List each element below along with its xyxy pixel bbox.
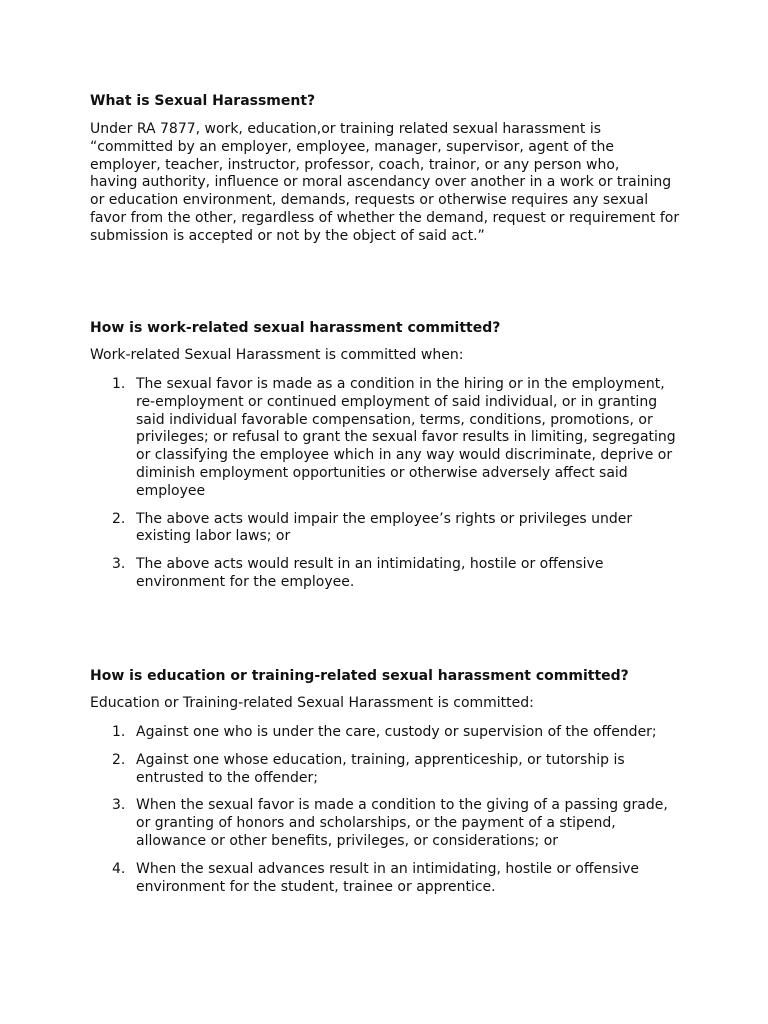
list-item-line: The above acts would result in an intimidating, hostile or offensive	[136, 556, 604, 573]
list-item-number: 4.	[112, 860, 126, 877]
section-definition-paragraph	[90, 121, 690, 246]
list-item-number: 2.	[112, 510, 126, 527]
list-item-line: or granting of honors and scholarships, or the payment of a stipend,	[136, 815, 616, 832]
paragraph-line: “committed by an employer, employee, manager, supervisor, agent of the	[90, 138, 615, 155]
paragraph-line: having authority, influence or moral ascendancy over another in a work or training	[90, 174, 672, 191]
paragraph-line: Under RA 7877, work, education,or training related sexual harassment is	[90, 121, 602, 137]
list-item-line: Against one whose education, training, apprenticeship, or tutorship is	[136, 751, 625, 768]
list-item-line: employee	[136, 482, 206, 499]
section-intro-work-related: Work-related Sexual Harassment is committed when:	[90, 347, 464, 363]
list-item	[90, 511, 676, 547]
list-item-line: existing labor laws; or	[136, 528, 291, 545]
list-item	[90, 724, 668, 742]
list-item-line: Against one who is under the care, custody or supervision of the offender;	[136, 724, 657, 740]
list-item-number: 1.	[112, 376, 126, 392]
list-item-line: environment for the employee.	[136, 573, 355, 590]
list-item	[90, 752, 668, 788]
list-item	[90, 556, 676, 592]
list-item-line: privileges; or refusal to grant the sexual favor results in limiting, segregating	[136, 429, 676, 446]
list-item-line: environment for the student, trainee or apprentice.	[136, 878, 496, 895]
section-intro-education-related: Education or Training-related Sexual Harassment is committed:	[90, 695, 534, 711]
education-related-list	[90, 724, 668, 906]
list-item-line: re-employment or continued employment of said individual, or in granting	[136, 393, 658, 410]
list-item-line: diminish employment opportunities or otherwise adversely affect said	[136, 464, 628, 481]
paragraph-line: employer, teacher, instructor, professor, coach, trainor, or any person who,	[90, 156, 620, 173]
work-related-list	[90, 376, 676, 602]
section-heading-work-related: How is work-related sexual harassment committed?	[90, 320, 501, 336]
section-heading-education-related: How is education or training-related sexual harassment committed?	[90, 668, 629, 684]
list-item-number: 3.	[112, 797, 126, 814]
list-item-line: The above acts would impair the employee’s rights or privileges under	[136, 510, 633, 527]
paragraph-line: or education environment, demands, requests or otherwise requires any sexual	[90, 192, 649, 209]
list-item-line: When the sexual favor is made a condition to the giving of a passing grade,	[136, 797, 668, 814]
list-item	[90, 376, 676, 501]
paragraph-line: submission is accepted or not by the object of said act.”	[90, 227, 485, 244]
list-item-line: The sexual favor is made as a condition in the hiring or in the employment,	[136, 376, 665, 392]
list-item	[90, 861, 668, 897]
list-item-line: When the sexual advances result in an intimidating, hostile or offensive	[136, 860, 640, 877]
paragraph-line: favor from the other, regardless of whether the demand, request or requirement for	[90, 209, 680, 226]
section-heading-what-is: What is Sexual Harassment?	[90, 93, 316, 109]
list-item-number: 3.	[112, 556, 126, 573]
list-item-number: 2.	[112, 751, 126, 768]
list-item-line: or classifying the employee which in any way would discriminate, deprive or	[136, 447, 673, 464]
list-item	[90, 797, 668, 850]
list-item-number: 1.	[112, 724, 126, 740]
list-item-line: allowance or other benefits, privileges, or considerations; or	[136, 832, 559, 849]
list-item-line: said individual favorable compensation, terms, conditions, promotions, or	[136, 411, 653, 428]
list-item-line: entrusted to the offender;	[136, 769, 318, 786]
